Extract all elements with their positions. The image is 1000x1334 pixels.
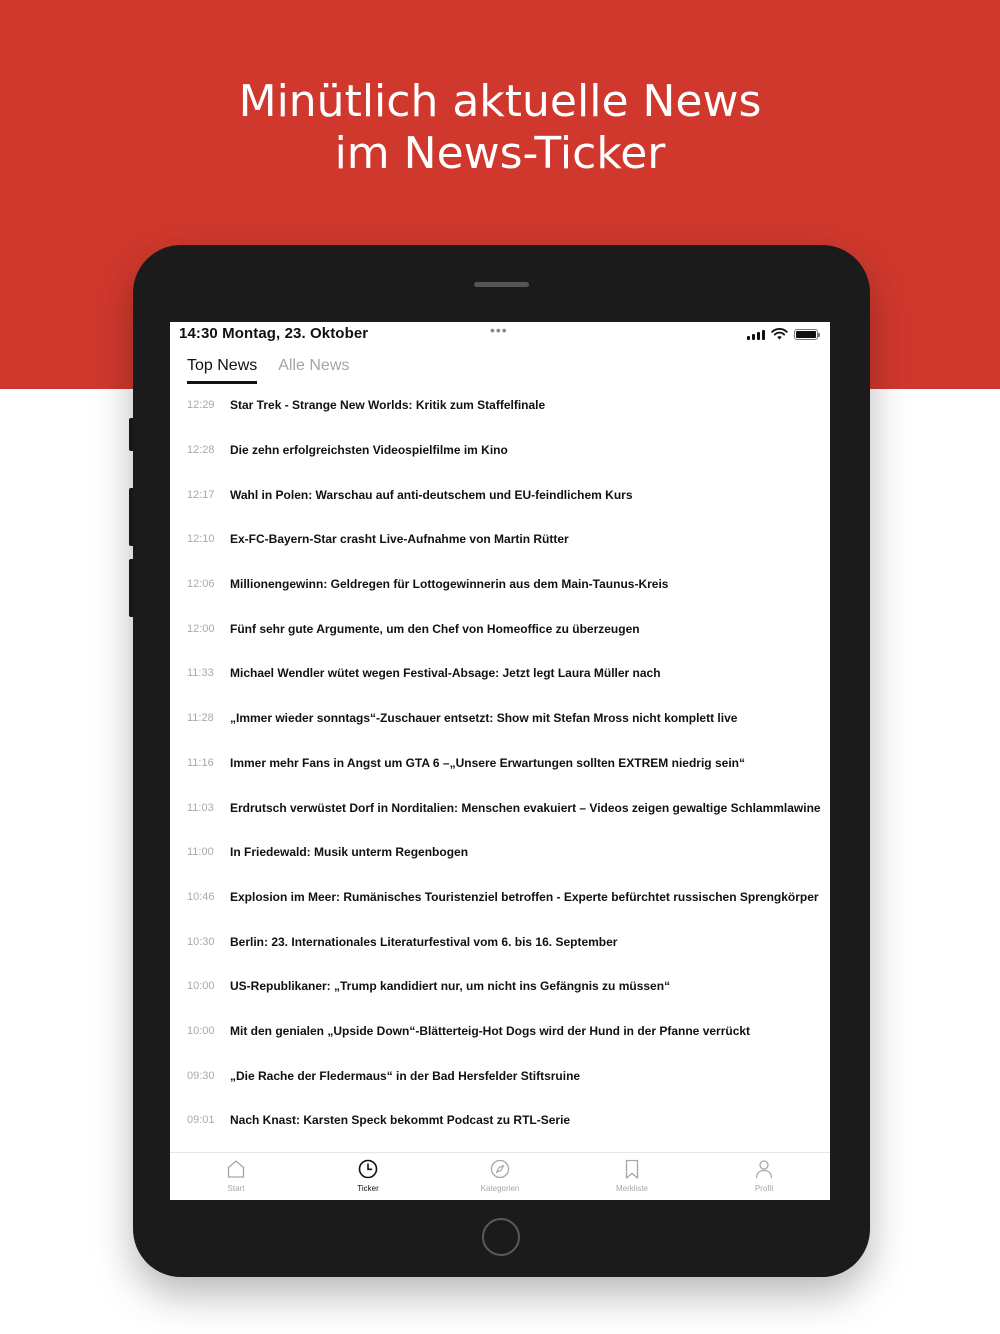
news-item[interactable] (170, 1009, 830, 1054)
news-item[interactable] (170, 472, 830, 517)
news-title: Mit den genialen „Upside Down“-Blätterteig-Hot Dogs wird der Hund in der Pfanne verrückt (230, 1023, 751, 1038)
nav-ticker[interactable] (302, 1153, 434, 1200)
news-item[interactable] (170, 1053, 830, 1098)
news-title: US-Republikaner: „Trump kandidiert nur, um nicht ins Gefängnis zu müssen“ (230, 979, 671, 994)
nav-label: Profil (754, 1184, 774, 1193)
news-time: 12:06 (187, 578, 215, 591)
signal-icon (747, 329, 765, 340)
news-title: Ex-FC-Bayern-Star crasht Live-Aufnahme von Martin Rütter (230, 532, 569, 547)
news-title: Michael Wendler wütet wegen Festival-Absage: Jetzt legt Laura Müller nach (230, 666, 661, 681)
news-item[interactable] (170, 785, 830, 830)
news-title: Die zehn erfolgreichsten Videospielfilme im Kino (230, 443, 508, 458)
news-tabs (187, 357, 349, 384)
news-item[interactable] (170, 696, 830, 741)
news-time: 12:28 (187, 444, 215, 457)
news-title: Explosion im Meer: Rumänisches Touristenziel betroffen - Experte befürchtet russischen Sprengkörper (230, 889, 819, 904)
bottom-navigation (170, 1152, 830, 1200)
tab-alle-news[interactable]: Alle News (278, 357, 350, 374)
headline-line-2: im News-Ticker (334, 128, 666, 179)
news-time: 11:33 (187, 667, 214, 680)
news-item[interactable] (170, 875, 830, 920)
news-time: 11:16 (187, 756, 214, 769)
nav-kategorien[interactable] (434, 1153, 566, 1200)
nav-label: Kategorien (480, 1184, 520, 1193)
news-item[interactable] (170, 517, 830, 562)
news-title: Wahl in Polen: Warschau auf anti-deutschem und EU-feindlichem Kurs (230, 487, 633, 502)
tablet-speaker (474, 282, 529, 287)
news-time: 10:00 (187, 980, 215, 993)
news-item[interactable] (170, 383, 830, 428)
news-item[interactable] (170, 830, 830, 875)
news-title: Immer mehr Fans in Angst um GTA 6 –„Unsere Erwartungen sollten EXTREM niedrig sein“ (230, 755, 745, 770)
news-item[interactable] (170, 964, 830, 1009)
news-time: 12:17 (187, 488, 215, 501)
news-item[interactable] (170, 606, 830, 651)
news-item[interactable] (170, 1098, 830, 1143)
news-time: 11:28 (187, 712, 214, 725)
promo-headline (0, 76, 1000, 180)
headline-line-1: Minütlich aktuelle News (238, 76, 762, 127)
app-screen (170, 322, 830, 1200)
news-title: „Immer wieder sonntags“-Zuschauer entsetzt: Show mit Stefan Mross nicht komplett live (230, 711, 738, 726)
nav-label: Ticker (357, 1184, 379, 1193)
status-bar (170, 322, 830, 346)
news-title: Nach Knast: Karsten Speck bekommt Podcast zu RTL-Serie (230, 1113, 571, 1128)
compass-icon (489, 1158, 511, 1180)
news-ticker-list (170, 383, 830, 1143)
news-item[interactable] (170, 562, 830, 607)
news-time: 09:01 (187, 1114, 215, 1127)
news-title: „Die Rache der Fledermaus“ in der Bad Hersfelder Stiftsruine (230, 1068, 581, 1083)
wifi-icon (771, 328, 788, 340)
news-time: 11:00 (187, 846, 214, 859)
news-time: 10:30 (187, 935, 215, 948)
news-time: 09:30 (187, 1069, 215, 1082)
nav-profil[interactable] (698, 1153, 830, 1200)
news-title: Fünf sehr gute Argumente, um den Chef von Homeoffice zu überzeugen (230, 621, 640, 636)
nav-label: Merkliste (615, 1184, 648, 1193)
status-time-date: 14:30 Montag, 23. Oktober (179, 325, 369, 342)
news-item[interactable] (170, 651, 830, 696)
news-title: Millionengewinn: Geldregen für Lottogewinnerin aus dem Main-Taunus-Kreis (230, 577, 669, 592)
tab-top-news[interactable]: Top News (187, 357, 257, 384)
news-title: Star Trek - Strange New Worlds: Kritik zum Staffelfinale (230, 398, 546, 413)
clock-icon (357, 1158, 379, 1180)
bookmark-icon (621, 1158, 643, 1180)
status-icons (747, 328, 818, 340)
profile-icon (753, 1158, 775, 1180)
nav-merkliste[interactable] (566, 1153, 698, 1200)
news-time: 12:29 (187, 399, 215, 412)
news-time: 12:00 (187, 622, 215, 635)
nav-label: Start (227, 1184, 245, 1193)
news-time: 12:10 (187, 533, 215, 546)
news-item[interactable] (170, 428, 830, 473)
tablet-home-button[interactable] (482, 1218, 520, 1256)
news-item[interactable] (170, 919, 830, 964)
news-time: 10:00 (187, 1024, 215, 1037)
news-title: Berlin: 23. Internationales Literaturfestival vom 6. bis 16. September (230, 934, 618, 949)
home-icon (225, 1158, 247, 1180)
news-title: Erdrutsch verwüstet Dorf in Norditalien: Menschen evakuiert – Videos zeigen gewaltige Schlammlawine (230, 800, 821, 815)
multitasking-dots[interactable]: ••• (490, 322, 508, 338)
news-time: 11:03 (187, 801, 214, 814)
news-title: In Friedewald: Musik unterm Regenbogen (230, 845, 469, 860)
nav-start[interactable] (170, 1153, 302, 1200)
battery-icon (794, 329, 818, 340)
news-item[interactable] (170, 741, 830, 786)
news-time: 10:46 (187, 890, 215, 903)
